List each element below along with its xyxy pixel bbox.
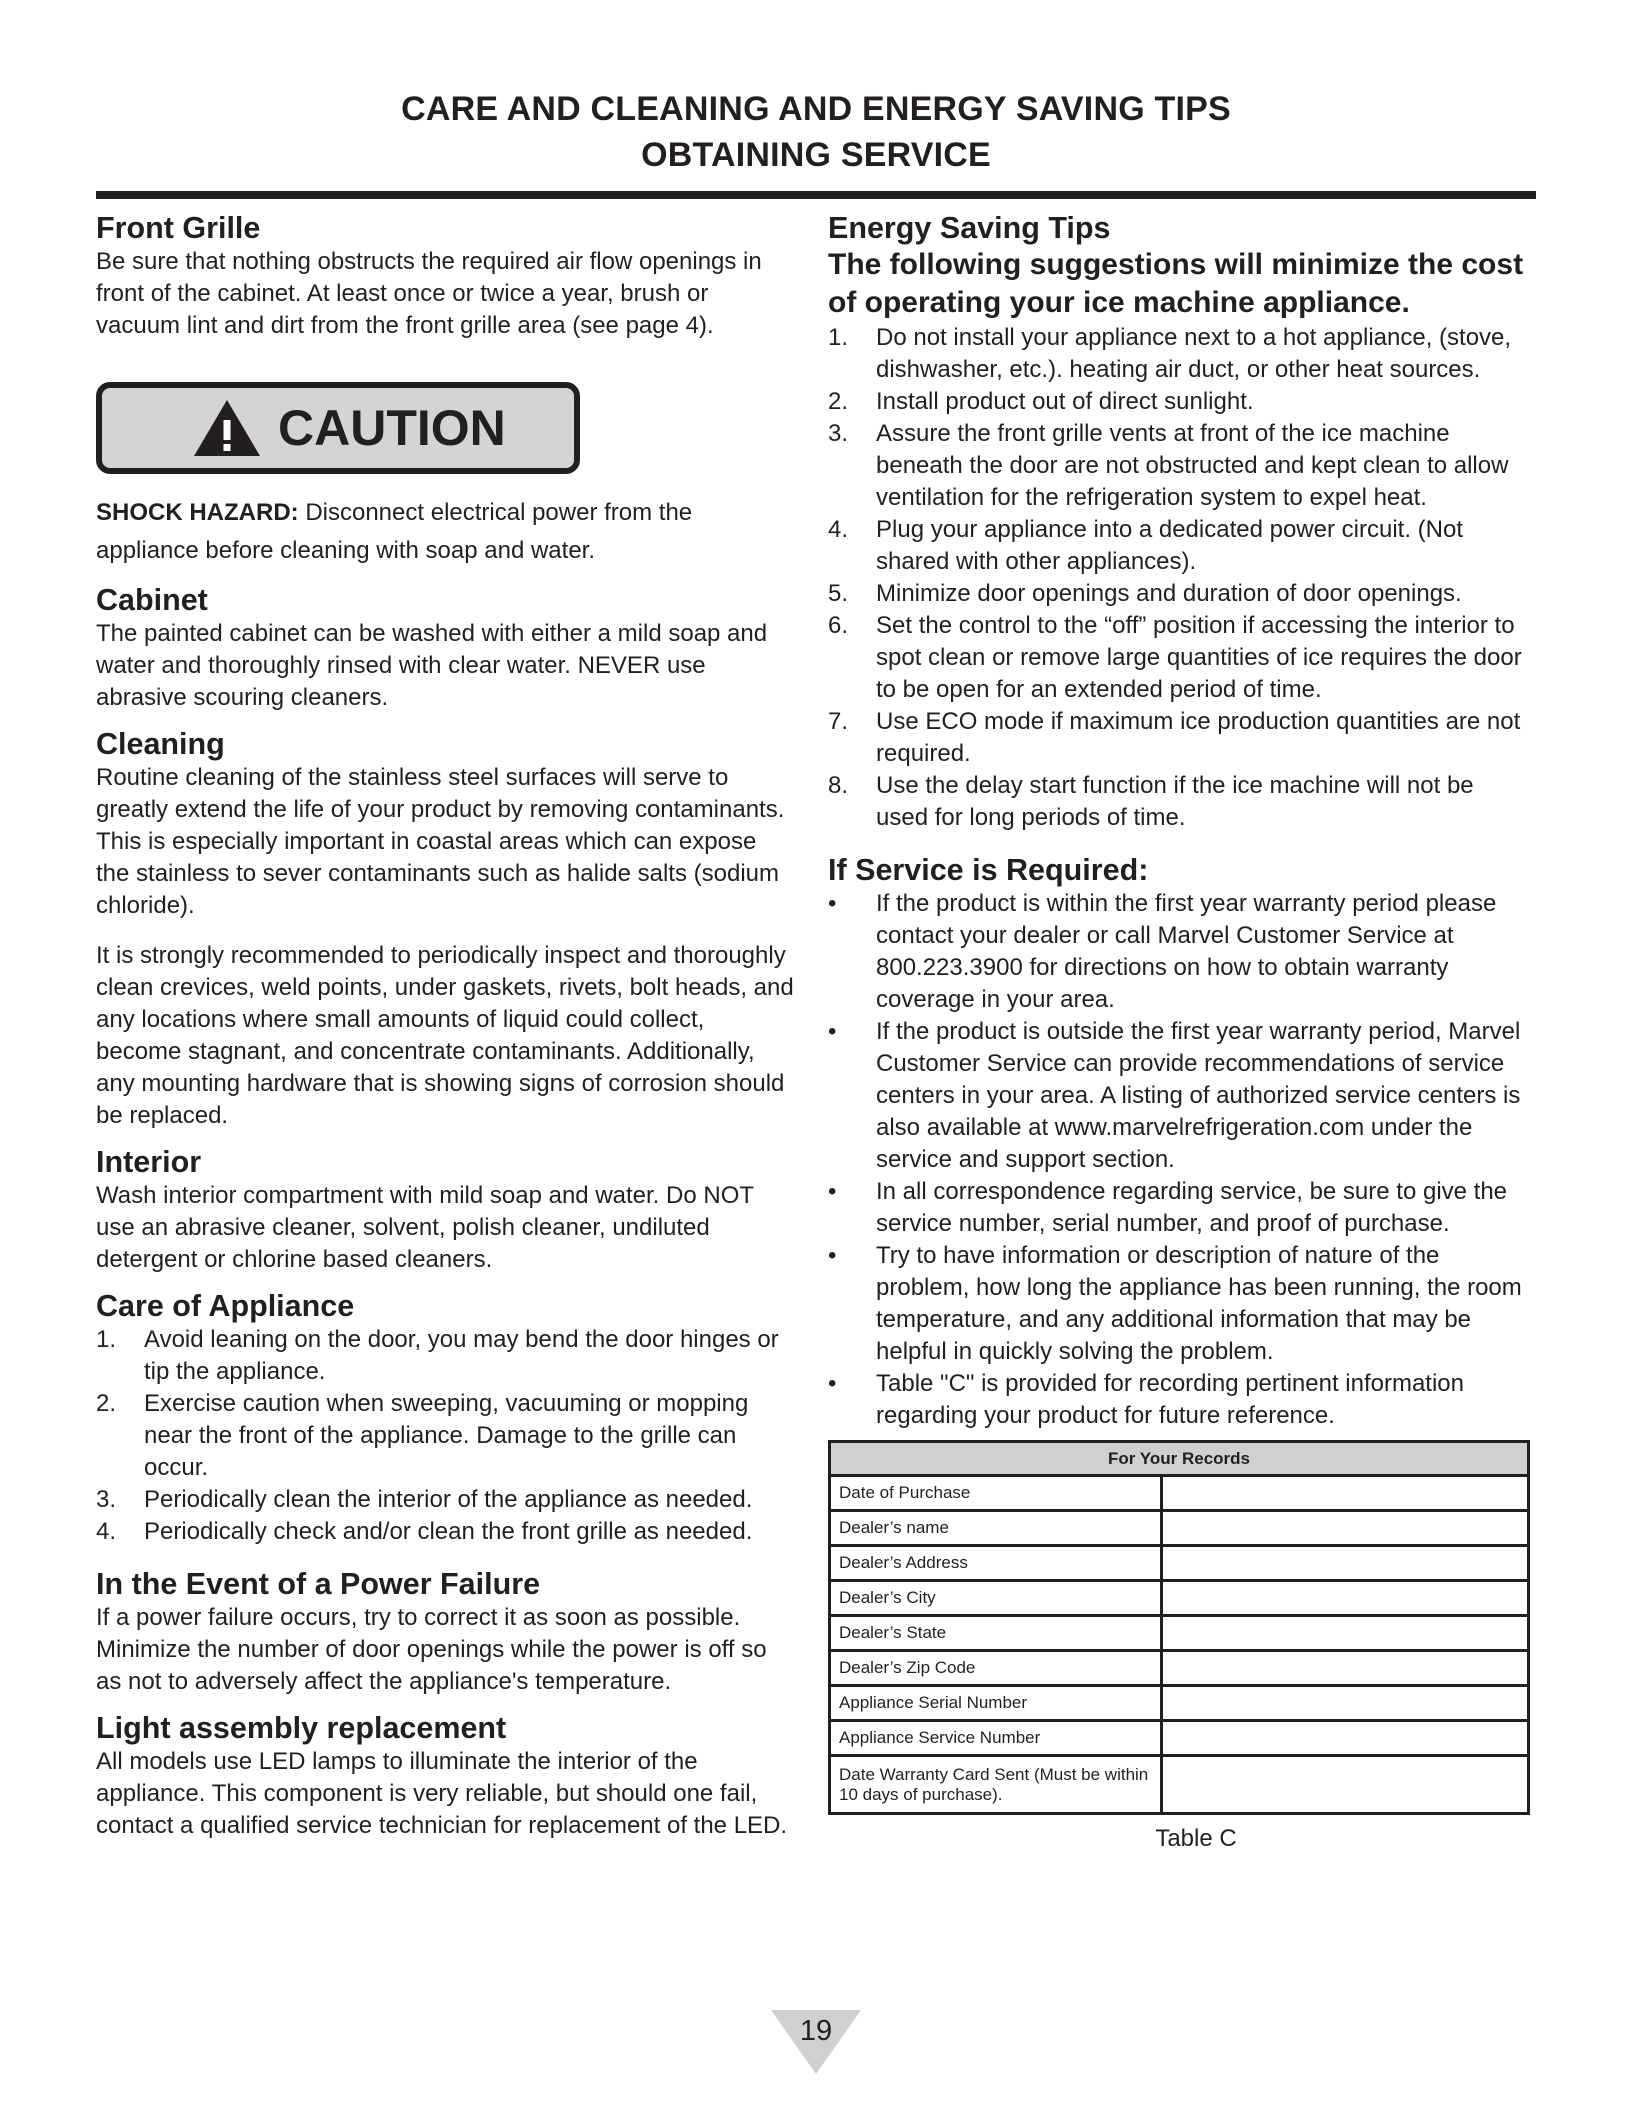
record-label: Dealer’s Zip Code <box>830 1651 1162 1686</box>
cabinet-text: The painted cabinet can be washed with either a mild soap and water and thoroughly rinsed with clear water. NEVER use abrasive scouring cleaners. <box>96 620 768 711</box>
header-divider <box>96 191 1536 199</box>
record-value-cell <box>1162 1546 1529 1581</box>
record-value-cell <box>1162 1581 1529 1616</box>
page-header <box>96 86 1536 178</box>
cabinet-section <box>96 582 796 714</box>
bullet-marker: • <box>828 1370 837 1397</box>
table-caption: Table C <box>1155 1825 1237 1852</box>
list-text: Periodically clean the interior of the appliance as needed. <box>144 1486 753 1513</box>
list-text: Periodically check and/or clean the front grille as needed. <box>144 1518 753 1545</box>
list-number: 1. <box>828 324 849 351</box>
cleaning-text-2: It is strongly recommended to periodically inspect and thoroughly clean crevices, weld points, under gaskets, rivets, bolt heads, and any locations where small amounts of liquid could collect, become stagnant, and concentrate contaminants. Additionally, any mounting hardware that is showing signs of corrosion should be replaced. <box>96 942 794 1129</box>
table-row <box>830 1476 1529 1511</box>
interior-heading: Interior <box>96 1145 202 1179</box>
interior-text: Wash interior compartment with mild soap and water. Do NOT use an abrasive cleaner, solvent, polish cleaner, undiluted detergent or chlorine based cleaners. <box>96 1182 754 1273</box>
front-grille-section <box>96 210 796 342</box>
list-item <box>96 1484 796 1516</box>
record-label: Appliance Service Number <box>830 1721 1162 1756</box>
list-text: Set the control to the “off” position if accessing the interior to spot clean or remove large quantities of ice requires the door to be open for an extended period of time. <box>876 612 1522 703</box>
shock-hazard-label: SHOCK HAZARD: <box>96 499 299 526</box>
record-label: Appliance Serial Number <box>830 1686 1162 1721</box>
list-number: 2. <box>96 1390 117 1417</box>
records-table-header: For Your Records <box>830 1442 1529 1476</box>
caution-banner <box>96 382 580 474</box>
record-value-cell <box>1162 1651 1529 1686</box>
list-item <box>828 1016 1528 1176</box>
record-label: Dealer’s name <box>830 1511 1162 1546</box>
list-item <box>96 1388 796 1484</box>
light-text: All models use LED lamps to illuminate the interior of the appliance. This component is very reliable, but should one fail, contact a qualified service technician for replacement of the LED. <box>96 1748 788 1839</box>
list-text: Use the delay start function if the ice machine will not be used for long periods of time. <box>876 772 1474 831</box>
left-column <box>96 210 796 1842</box>
list-number: 4. <box>828 516 849 543</box>
caution-label: CAUTION <box>278 400 506 456</box>
list-text: Assure the front grille vents at front of the ice machine beneath the door are not obstructed and kept clean to allow ventilation for the refrigeration system to expel heat. <box>876 420 1509 511</box>
table-row <box>830 1651 1529 1686</box>
bullet-marker: • <box>828 1242 837 1269</box>
list-text: In all correspondence regarding service, be sure to give the service number, serial number, and proof of purchase. <box>876 1178 1508 1237</box>
table-row <box>830 1511 1529 1546</box>
record-value-cell <box>1162 1721 1529 1756</box>
list-item <box>828 706 1528 770</box>
table-header-row <box>830 1442 1529 1476</box>
table-row <box>830 1546 1529 1581</box>
list-text: Minimize door openings and duration of door openings. <box>876 580 1462 607</box>
energy-list <box>828 322 1528 834</box>
care-heading: Care of Appliance <box>96 1289 355 1323</box>
shock-hazard-body: Disconnect electrical power from the appliance before cleaning with soap and water. <box>96 499 693 564</box>
list-number: 2. <box>828 388 849 415</box>
record-value-cell <box>1162 1756 1529 1814</box>
shock-hazard-text <box>96 494 796 570</box>
record-label: Date Warranty Card Sent (Must be within 10 days of purchase). <box>830 1756 1162 1814</box>
table-row <box>830 1616 1529 1651</box>
list-number: 7. <box>828 708 849 735</box>
list-item <box>828 418 1528 514</box>
list-item <box>828 322 1528 386</box>
page-title-line-2: OBTAINING SERVICE <box>641 136 991 174</box>
list-item <box>828 514 1528 578</box>
energy-heading: Energy Saving Tips <box>828 211 1111 245</box>
list-number: 6. <box>828 612 849 639</box>
record-value-cell <box>1162 1511 1529 1546</box>
bullet-marker: • <box>828 890 837 917</box>
list-text: Avoid leaning on the door, you may bend the door hinges or tip the appliance. <box>144 1326 779 1385</box>
energy-section <box>828 210 1528 834</box>
bullet-marker: • <box>828 1018 837 1045</box>
list-text: If the product is outside the first year warranty period, Marvel Customer Service can provide recommendations of service centers in your area. A listing of authorized service centers is also available at www.marvelrefrigeration.com under the service and support section. <box>876 1018 1521 1173</box>
cabinet-heading: Cabinet <box>96 583 208 617</box>
list-text: Table "C" is provided for recording pertinent information regarding your product for future reference. <box>876 1370 1464 1429</box>
list-number: 4. <box>96 1518 117 1545</box>
records-table <box>828 1440 1530 1815</box>
bullet-marker: • <box>828 1178 837 1205</box>
list-number: 8. <box>828 772 849 799</box>
record-value-cell <box>1162 1686 1529 1721</box>
interior-section <box>96 1144 796 1276</box>
table-row <box>830 1581 1529 1616</box>
list-item <box>828 1368 1528 1432</box>
record-label: Dealer’s State <box>830 1616 1162 1651</box>
power-failure-text: If a power failure occurs, try to correct it as soon as possible. Minimize the number of door openings while the power is off so as not to adversely affect the appliance's temperature. <box>96 1604 767 1695</box>
list-number: 1. <box>96 1326 117 1353</box>
energy-subheading: The following suggestions will minimize the cost of operating your ice machine appliance. <box>828 248 1524 319</box>
table-row <box>830 1756 1529 1814</box>
list-text: Install product out of direct sunlight. <box>876 388 1254 415</box>
cleaning-section <box>96 726 796 1132</box>
light-section <box>96 1710 796 1842</box>
list-item <box>828 888 1528 1016</box>
record-value-cell <box>1162 1476 1529 1511</box>
list-number: 3. <box>828 420 849 447</box>
light-heading: Light assembly replacement <box>96 1711 507 1745</box>
list-text: Try to have information or description of nature of the problem, how long the appliance has been running, the room temperature, and any additional information that may be helpful in quickly solving the problem. <box>876 1242 1522 1365</box>
table-row <box>830 1686 1529 1721</box>
list-item <box>96 1324 796 1388</box>
record-label: Dealer’s Address <box>830 1546 1162 1581</box>
list-item <box>828 770 1528 834</box>
care-section <box>96 1288 796 1548</box>
list-item <box>96 1516 796 1548</box>
list-item <box>828 1176 1528 1240</box>
list-number: 3. <box>96 1486 117 1513</box>
record-label: Date of Purchase <box>830 1476 1162 1511</box>
service-heading: If Service is Required: <box>828 853 1149 887</box>
front-grille-text: Be sure that nothing obstructs the required air flow openings in front of the cabinet. At least once or twice a year, brush or vacuum lint and dirt from the front grille area (see page 4). <box>96 248 762 339</box>
list-text: Use ECO mode if maximum ice production quantities are not required. <box>876 708 1521 767</box>
cleaning-text-1: Routine cleaning of the stainless steel surfaces will serve to greatly extend the life of your product by removing contaminants. This is especially important in coastal areas which can expose the stainless to sever contaminants such as halide salts (sodium chloride). <box>96 764 785 919</box>
list-text: Plug your appliance into a dedicated power circuit. (Not shared with other appliances). <box>876 516 1463 575</box>
page-number: 19 <box>799 2015 833 2047</box>
power-failure-heading: In the Event of a Power Failure <box>96 1567 541 1601</box>
list-text: Exercise caution when sweeping, vacuuming or mopping near the front of the appliance. Damage to the grille can occur. <box>144 1390 749 1481</box>
list-text: Do not install your appliance next to a hot appliance, (stove, dishwasher, etc.). heating air duct, or other heat sources. <box>876 324 1512 383</box>
cleaning-heading: Cleaning <box>96 727 225 761</box>
record-label: Dealer’s City <box>830 1581 1162 1616</box>
list-item <box>828 610 1528 706</box>
power-failure-section <box>96 1566 796 1698</box>
list-text: If the product is within the first year warranty period please contact your dealer or call Marvel Customer Service at 800.223.3900 for directions on how to obtain warranty coverage in your area. <box>876 890 1497 1013</box>
front-grille-heading: Front Grille <box>96 211 261 245</box>
page-number-marker <box>771 2010 861 2074</box>
care-list <box>96 1324 796 1548</box>
list-item <box>828 578 1528 610</box>
record-value-cell <box>1162 1616 1529 1651</box>
table-row <box>830 1721 1529 1756</box>
service-section <box>828 852 1528 1432</box>
list-number: 5. <box>828 580 849 607</box>
service-list <box>828 888 1528 1432</box>
right-column <box>828 210 1528 1855</box>
list-item <box>828 386 1528 418</box>
warning-triangle-icon <box>192 398 262 458</box>
page-title-line-1: CARE AND CLEANING AND ENERGY SAVING TIPS <box>401 90 1231 128</box>
list-item <box>828 1240 1528 1368</box>
